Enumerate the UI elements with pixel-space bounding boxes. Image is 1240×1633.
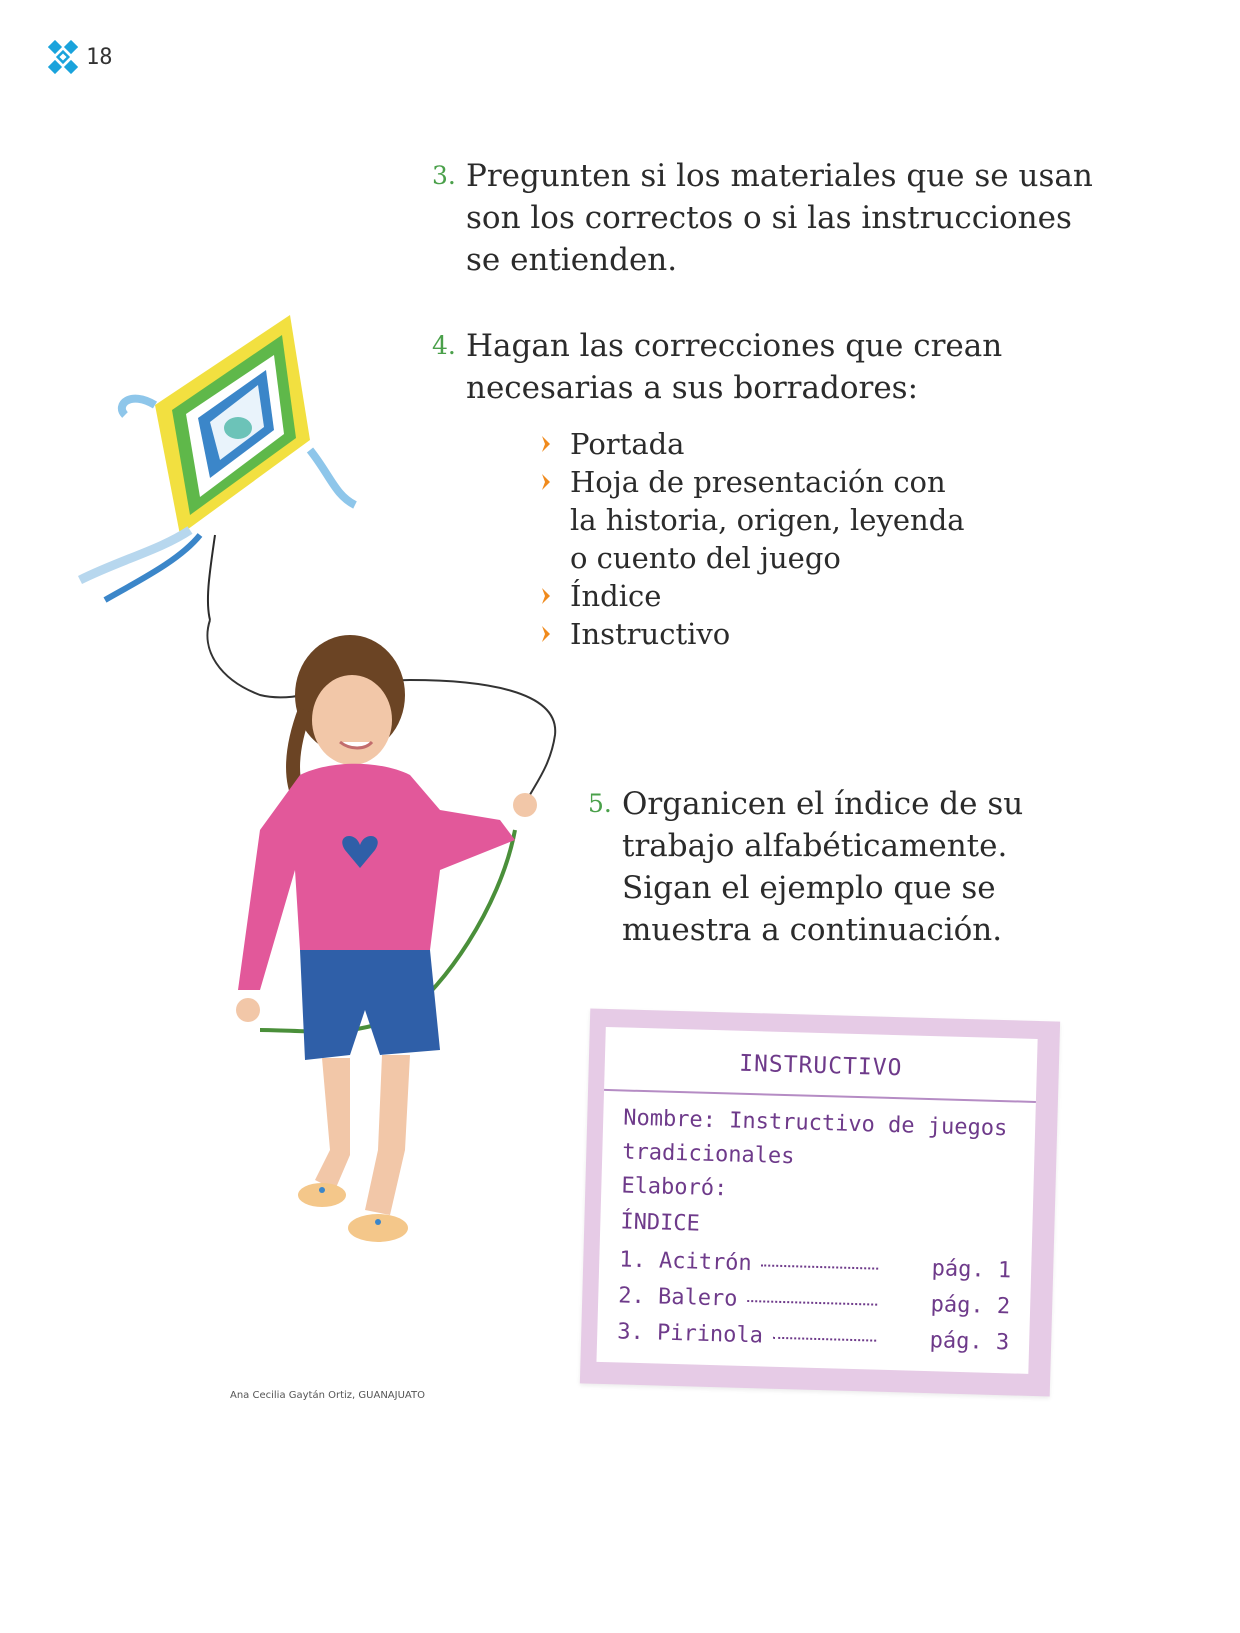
list-item-text: Hoja de presentación con xyxy=(570,465,946,499)
step-text-line: muestra a continuación. xyxy=(622,912,1003,948)
step-3 xyxy=(432,155,1093,281)
card-name-line: tradicionales xyxy=(621,1139,795,1170)
kite-icon xyxy=(80,315,355,620)
dot-leader xyxy=(762,1264,878,1269)
step-number: 3. xyxy=(432,161,456,190)
step-number: 4. xyxy=(432,331,456,360)
page-marker-icon xyxy=(48,40,78,74)
dot-leader xyxy=(747,1300,876,1306)
step-text-line: se entienden. xyxy=(466,242,678,278)
step-number: 5. xyxy=(588,789,612,818)
list-item-text: Portada xyxy=(570,427,685,461)
index-entry xyxy=(617,1319,1010,1355)
list-item-text: la historia, origen, leyenda xyxy=(570,503,965,537)
index-entry-page: pág. 1 xyxy=(931,1256,1012,1284)
index-entry xyxy=(618,1283,1011,1319)
dot-leader xyxy=(773,1337,876,1342)
step-text-line: trabajo alfabéticamente. xyxy=(622,828,1008,864)
index-entry-label: 3. Pirinola xyxy=(616,1319,764,1349)
list-item-text: Índice xyxy=(570,579,662,613)
step-5 xyxy=(588,783,1023,951)
step-text-line: Sigan el ejemplo que se xyxy=(622,870,996,906)
card-divider xyxy=(604,1089,1036,1103)
index-entry-page: pág. 3 xyxy=(929,1328,1010,1356)
index-example-card xyxy=(580,1009,1060,1397)
card-name-line: Nombre: Instructivo de juegos xyxy=(622,1105,1008,1142)
step-text-line: Organicen el índice de su xyxy=(622,786,1024,822)
card-title: INSTRUCTIVO xyxy=(738,1050,903,1082)
illustration-credit: Ana Cecilia Gaytán Ortiz, GUANAJUATO xyxy=(230,1390,425,1401)
page-number: 18 xyxy=(86,44,113,70)
list-item-text: o cuento del juego xyxy=(570,541,841,575)
step-text-line: son los correctos o si las instrucciones xyxy=(466,200,1072,236)
card-index-heading: ÍNDICE xyxy=(620,1209,701,1237)
list-item-text: Instructivo xyxy=(570,617,731,651)
index-entry-label: 1. Acitrón xyxy=(618,1247,753,1277)
index-entry xyxy=(619,1247,1012,1283)
step-text-line: Pregunten si los materiales que se usan xyxy=(466,158,1093,194)
index-entry-page: pág. 2 xyxy=(930,1292,1011,1320)
step-text-line: necesarias a sus borradores: xyxy=(466,370,919,406)
girl-with-kite-illustration xyxy=(60,310,620,1340)
index-entry-label: 2. Balero xyxy=(617,1283,738,1312)
card-made-by: Elaboró: xyxy=(621,1173,728,1202)
page-header xyxy=(48,40,113,74)
step-text-line: Hagan las correcciones que crean xyxy=(466,328,1003,364)
